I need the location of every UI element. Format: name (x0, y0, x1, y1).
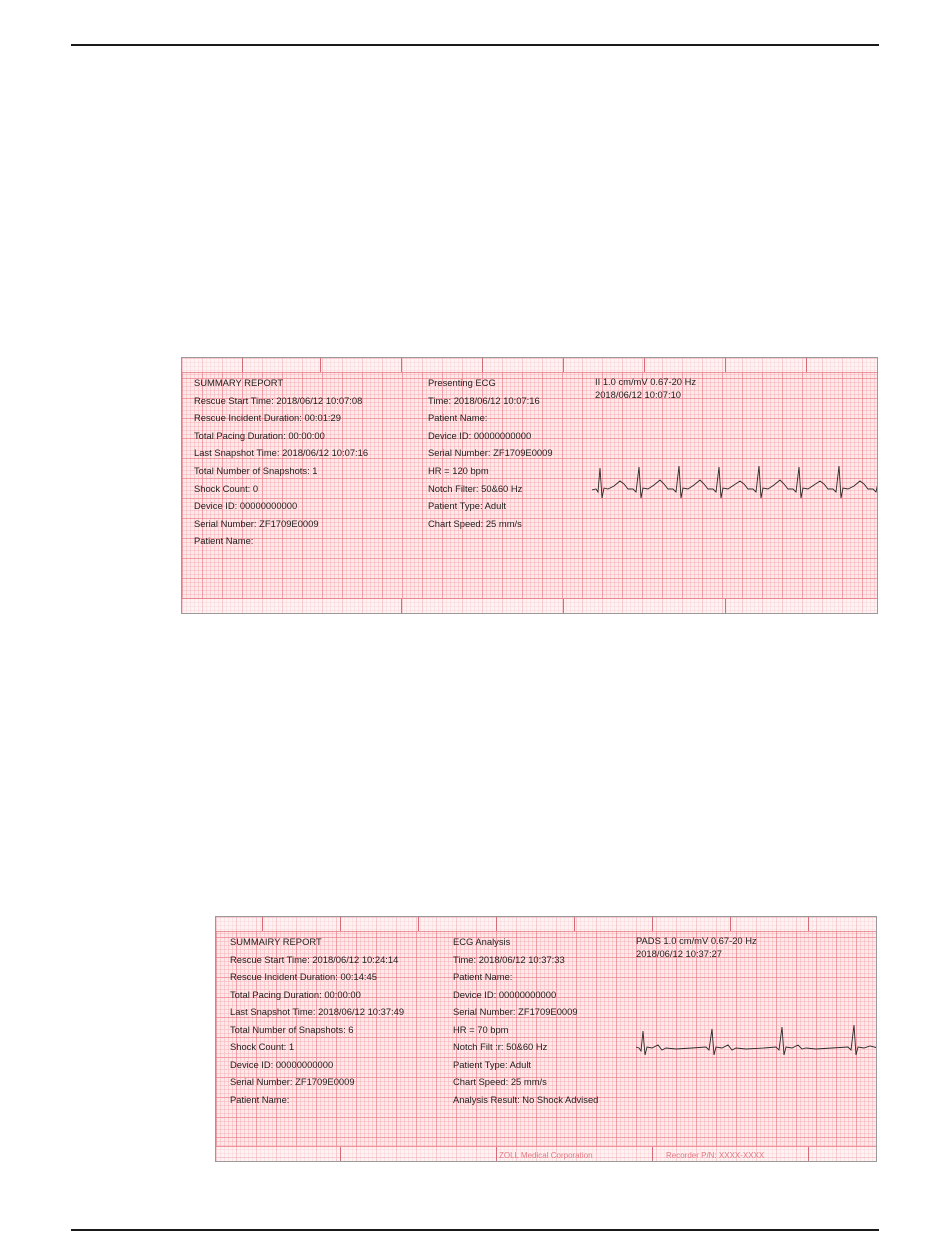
strip-marker (808, 1147, 809, 1161)
ecg-device-id: Device ID: 00000000000 (428, 429, 532, 441)
strip-marker (496, 917, 497, 931)
ecg-info-title: Presenting ECG (428, 377, 496, 388)
strip-marker (644, 358, 645, 372)
notch-filter: Notch Filt :r: 50&60 Hz (453, 1041, 548, 1052)
strip-bottom-band (182, 598, 877, 613)
shock-count: Shock Count: 0 (194, 482, 259, 494)
strip-marker (652, 1147, 653, 1161)
total-pacing-duration: Total Pacing Duration: 00:00:00 (230, 988, 361, 1000)
analysis-result: Analysis Result: No Shock Advised (453, 1093, 599, 1105)
rescue-incident-duration: Rescue Incident Duration: 00:01:29 (194, 412, 341, 424)
strip-marker (340, 917, 341, 931)
ecg-info-column (428, 374, 553, 532)
chart-speed: Chart Speed: 25 mm/s (453, 1076, 547, 1087)
heart-rate: HR = 70 bpm (453, 1023, 509, 1035)
last-snapshot-time: Last Snapshot Time: 2018/06/12 10:37:49 (230, 1006, 405, 1017)
total-snapshots: Total Number of Snapshots: 6 (230, 1023, 354, 1035)
serial-number: Serial Number: ZF1709E0009 (194, 517, 319, 529)
ecg-serial-number: Serial Number: ZF1709E0009 (428, 447, 553, 459)
device-id: Device ID: 00000000000 (194, 500, 298, 512)
patient-name: Patient Name: (230, 1093, 290, 1105)
shock-count: Shock Count: 1 (230, 1041, 295, 1052)
strip-marker (496, 1147, 497, 1161)
strip-marker (401, 599, 402, 613)
page-bottom-rule (71, 1229, 879, 1231)
footer-manufacturer: ZOLL Medical Corporation (499, 1151, 593, 1160)
rescue-incident-duration: Rescue Incident Duration: 00:14:45 (230, 971, 377, 982)
page-top-rule (71, 44, 879, 46)
ecg-report-strip-2 (215, 916, 877, 1162)
strip-marker (563, 599, 564, 613)
summary-report-column (230, 933, 404, 1108)
summary-title: SUMMARY REPORT (194, 377, 284, 388)
rescue-start-time: Rescue Start Time: 2018/06/12 10:24:14 (230, 953, 399, 965)
total-snapshots: Total Number of Snapshots: 1 (194, 464, 318, 476)
strip-marker (563, 358, 564, 372)
strip-marker (808, 917, 809, 931)
summary-title: SUMMAIRY REPORT (230, 936, 322, 947)
notch-filter: Notch Filter: 50&60 Hz (428, 482, 523, 494)
trace-timestamp: 2018/06/12 10:37:27 (636, 948, 723, 959)
trace-lead-settings: PADS 1.0 cm/mV 0.67-20 Hz (636, 935, 757, 946)
last-snapshot-time: Last Snapshot Time: 2018/06/12 10:07:16 (194, 447, 369, 459)
ecg-device-id: Device ID: 00000000000 (453, 988, 557, 1000)
strip-top-band (216, 917, 876, 932)
ecg-trace-2 (636, 1017, 877, 1067)
patient-type: Patient Type: Adult (453, 1058, 532, 1070)
chart-speed: Chart Speed: 25 mm/s (428, 517, 522, 529)
ecg-info-title: ECG Analysis (453, 936, 511, 947)
serial-number: Serial Number: ZF1709E0009 (230, 1076, 355, 1087)
strip-marker (320, 358, 321, 372)
strip-marker (418, 917, 419, 931)
ecg-time: Time: 2018/06/12 10:07:16 (428, 394, 540, 406)
strip-marker (806, 358, 807, 372)
ecg-time: Time: 2018/06/12 10:37:33 (453, 953, 565, 965)
ecg-patient-name: Patient Name: (453, 971, 513, 982)
trace-timestamp: 2018/06/12 10:07:10 (595, 389, 682, 400)
strip-marker (730, 917, 731, 931)
strip-marker (401, 358, 402, 372)
strip-marker (242, 358, 243, 372)
ecg-patient-name: Patient Name: (428, 412, 488, 424)
strip-marker (574, 917, 575, 931)
strip-marker (652, 917, 653, 931)
patient-name: Patient Name: (194, 535, 254, 547)
heart-rate: HR = 120 bpm (428, 464, 489, 476)
trace-lead-settings: II 1.0 cm/mV 0.67-20 Hz (595, 376, 697, 387)
strip-marker (340, 1147, 341, 1161)
ecg-report-strip-1 (181, 357, 878, 614)
strip-marker (482, 358, 483, 372)
ecg-info-column (453, 933, 598, 1108)
total-pacing-duration: Total Pacing Duration: 00:00:00 (194, 429, 325, 441)
ecg-serial-number: Serial Number: ZF1709E0009 (453, 1006, 578, 1017)
footer-recorder-pn: Recorder P/N: XXXX-XXXX (666, 1151, 765, 1160)
strip-marker (725, 358, 726, 372)
rescue-start-time: Rescue Start Time: 2018/06/12 10:07:08 (194, 394, 363, 406)
strip-marker (262, 917, 263, 931)
strip-marker (725, 599, 726, 613)
strip-top-band (182, 358, 877, 373)
summary-report-column (194, 374, 368, 550)
ecg-trace-1 (592, 458, 878, 508)
patient-type: Patient Type: Adult (428, 500, 507, 512)
device-id: Device ID: 00000000000 (230, 1058, 334, 1070)
